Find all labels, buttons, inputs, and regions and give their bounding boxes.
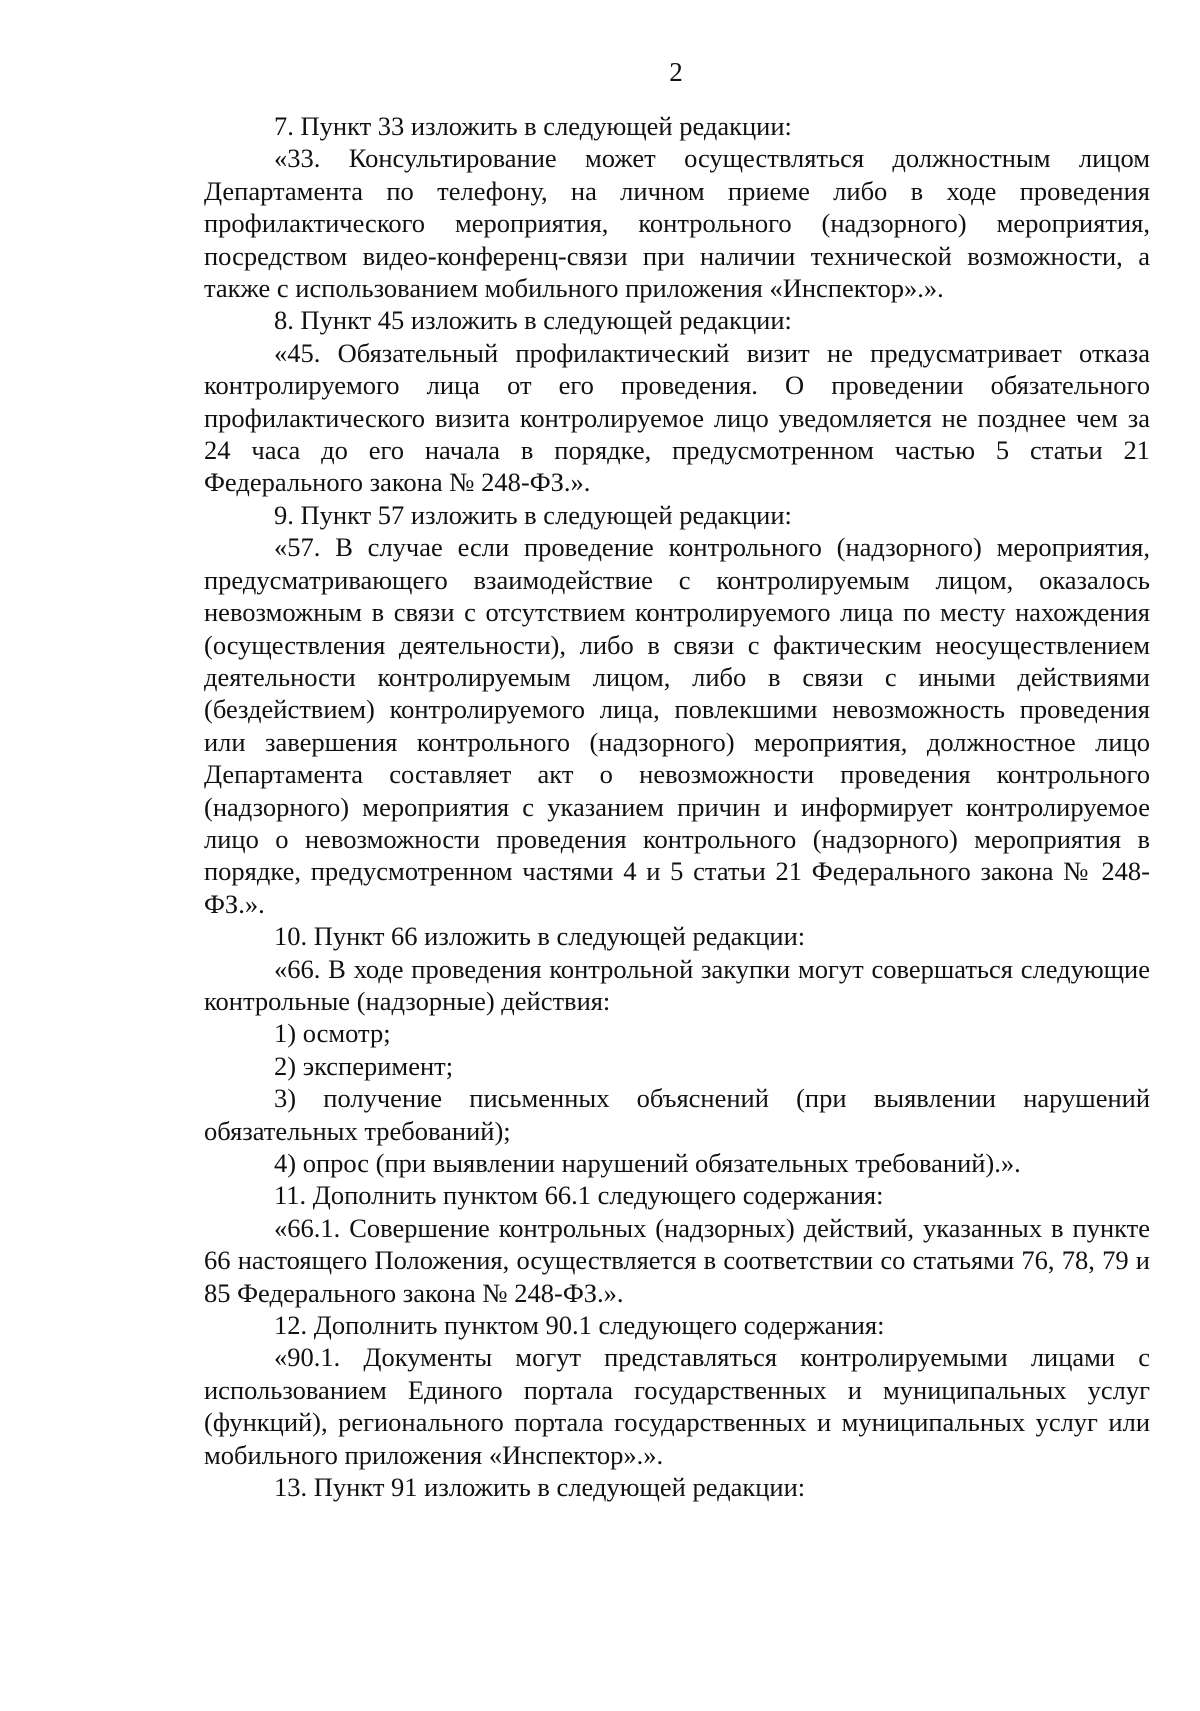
list-item-inspection: 1) осмотр;: [274, 1018, 391, 1049]
paragraph-item-90-1-text: «90.1. Документы могут представляться контролируемыми лицами с использованием Единого портала государственных и муниципальных услуг (функций), регионального портала государственных и муниципальных услуг или мобильного приложения «Инспектор».».: [204, 1342, 1150, 1470]
paragraph-item-33-text: «33. Консультирование может осуществляться должностным лицом Департамента по телефону, на личном приеме либо в ходе проведения профилактического мероприятия, контрольного (надзорного) мероприятия, посредством видео-конференц-связи при наличии технической возможности, а также с использованием мобильного приложения «Инспектор».».: [204, 143, 1150, 304]
paragraph-item-13-heading: 13. Пункт 91 изложить в следующей редакции:: [274, 1472, 806, 1503]
paragraph-item-12-heading: 12. Дополнить пунктом 90.1 следующего содержания:: [274, 1310, 885, 1341]
list-item-survey: 4) опрос (при выявлении нарушений обязательных требований).».: [274, 1148, 1021, 1178]
paragraph-item-9-heading: 9. Пункт 57 изложить в следующей редакции:: [274, 499, 792, 530]
document-body: [204, 110, 1150, 1503]
paragraph-item-7-heading: 7. Пункт 33 изложить в следующей редакции:: [274, 111, 792, 141]
paragraph-item-57-text: «57. В случае если проведение контрольного (надзорного) мероприятия, предусматривающего взаимодействие с контролируемым лицом, оказалось невозможным в связи с отсутствием контролируемого лица по месту нахождения (осуществления деятельности), либо в связи с фактическим неосуществлением деятельности контролируемым лицом, либо в связи с иными действиями (бездействием) контролируемого лица, повлекшими невозможность проведения или завершения контрольного (надзорного) мероприятия, должностное лицо Департамента составляет акт о невозможности проведения контрольного (надзорного) мероприятия с указанием причин и информирует контролируемое лицо о невозможности проведения контрольного (надзорного) мероприятия в порядке, предусмотренном частями 4 и 5 статьи 21 Федерального закона № 248-ФЗ.».: [204, 532, 1150, 919]
paragraph-item-66-1-text: «66.1. Совершение контрольных (надзорных) действий, указанных в пункте 66 настоящего Положения, осуществляется в соответствии со статьями 76, 78, 79 и 85 Федерального закона № 248-ФЗ.».: [204, 1212, 1150, 1308]
paragraph-item-45-text: «45. Обязательный профилактический визит не предусматривает отказа контролируемого лица от его проведения. О проведении обязательного профилактического визита контролируемое лицо уведомляется не позднее чем за 24 часа до его начала в порядке, предусмотренном частью 5 статьи 21 Федерального закона № 248-ФЗ.».: [204, 337, 1150, 498]
paragraph-item-10-heading: 10. Пункт 66 изложить в следующей редакции:: [274, 921, 806, 952]
list-item-experiment: 2) эксперимент;: [274, 1050, 454, 1081]
list-item-written-explanations: 3) получение письменных объяснений (при выявлении нарушений обязательных требований);: [204, 1083, 1150, 1146]
page-number: 2: [669, 57, 683, 87]
paragraph-item-11-heading: 11. Дополнить пунктом 66.1 следующего содержания:: [274, 1180, 884, 1211]
paragraph-item-8-heading: 8. Пункт 45 изложить в следующей редакции:: [274, 305, 792, 336]
paragraph-item-66-text: «66. В ходе проведения контрольной закупки могут совершаться следующие контрольные (надзорные) действия:: [204, 953, 1150, 1016]
